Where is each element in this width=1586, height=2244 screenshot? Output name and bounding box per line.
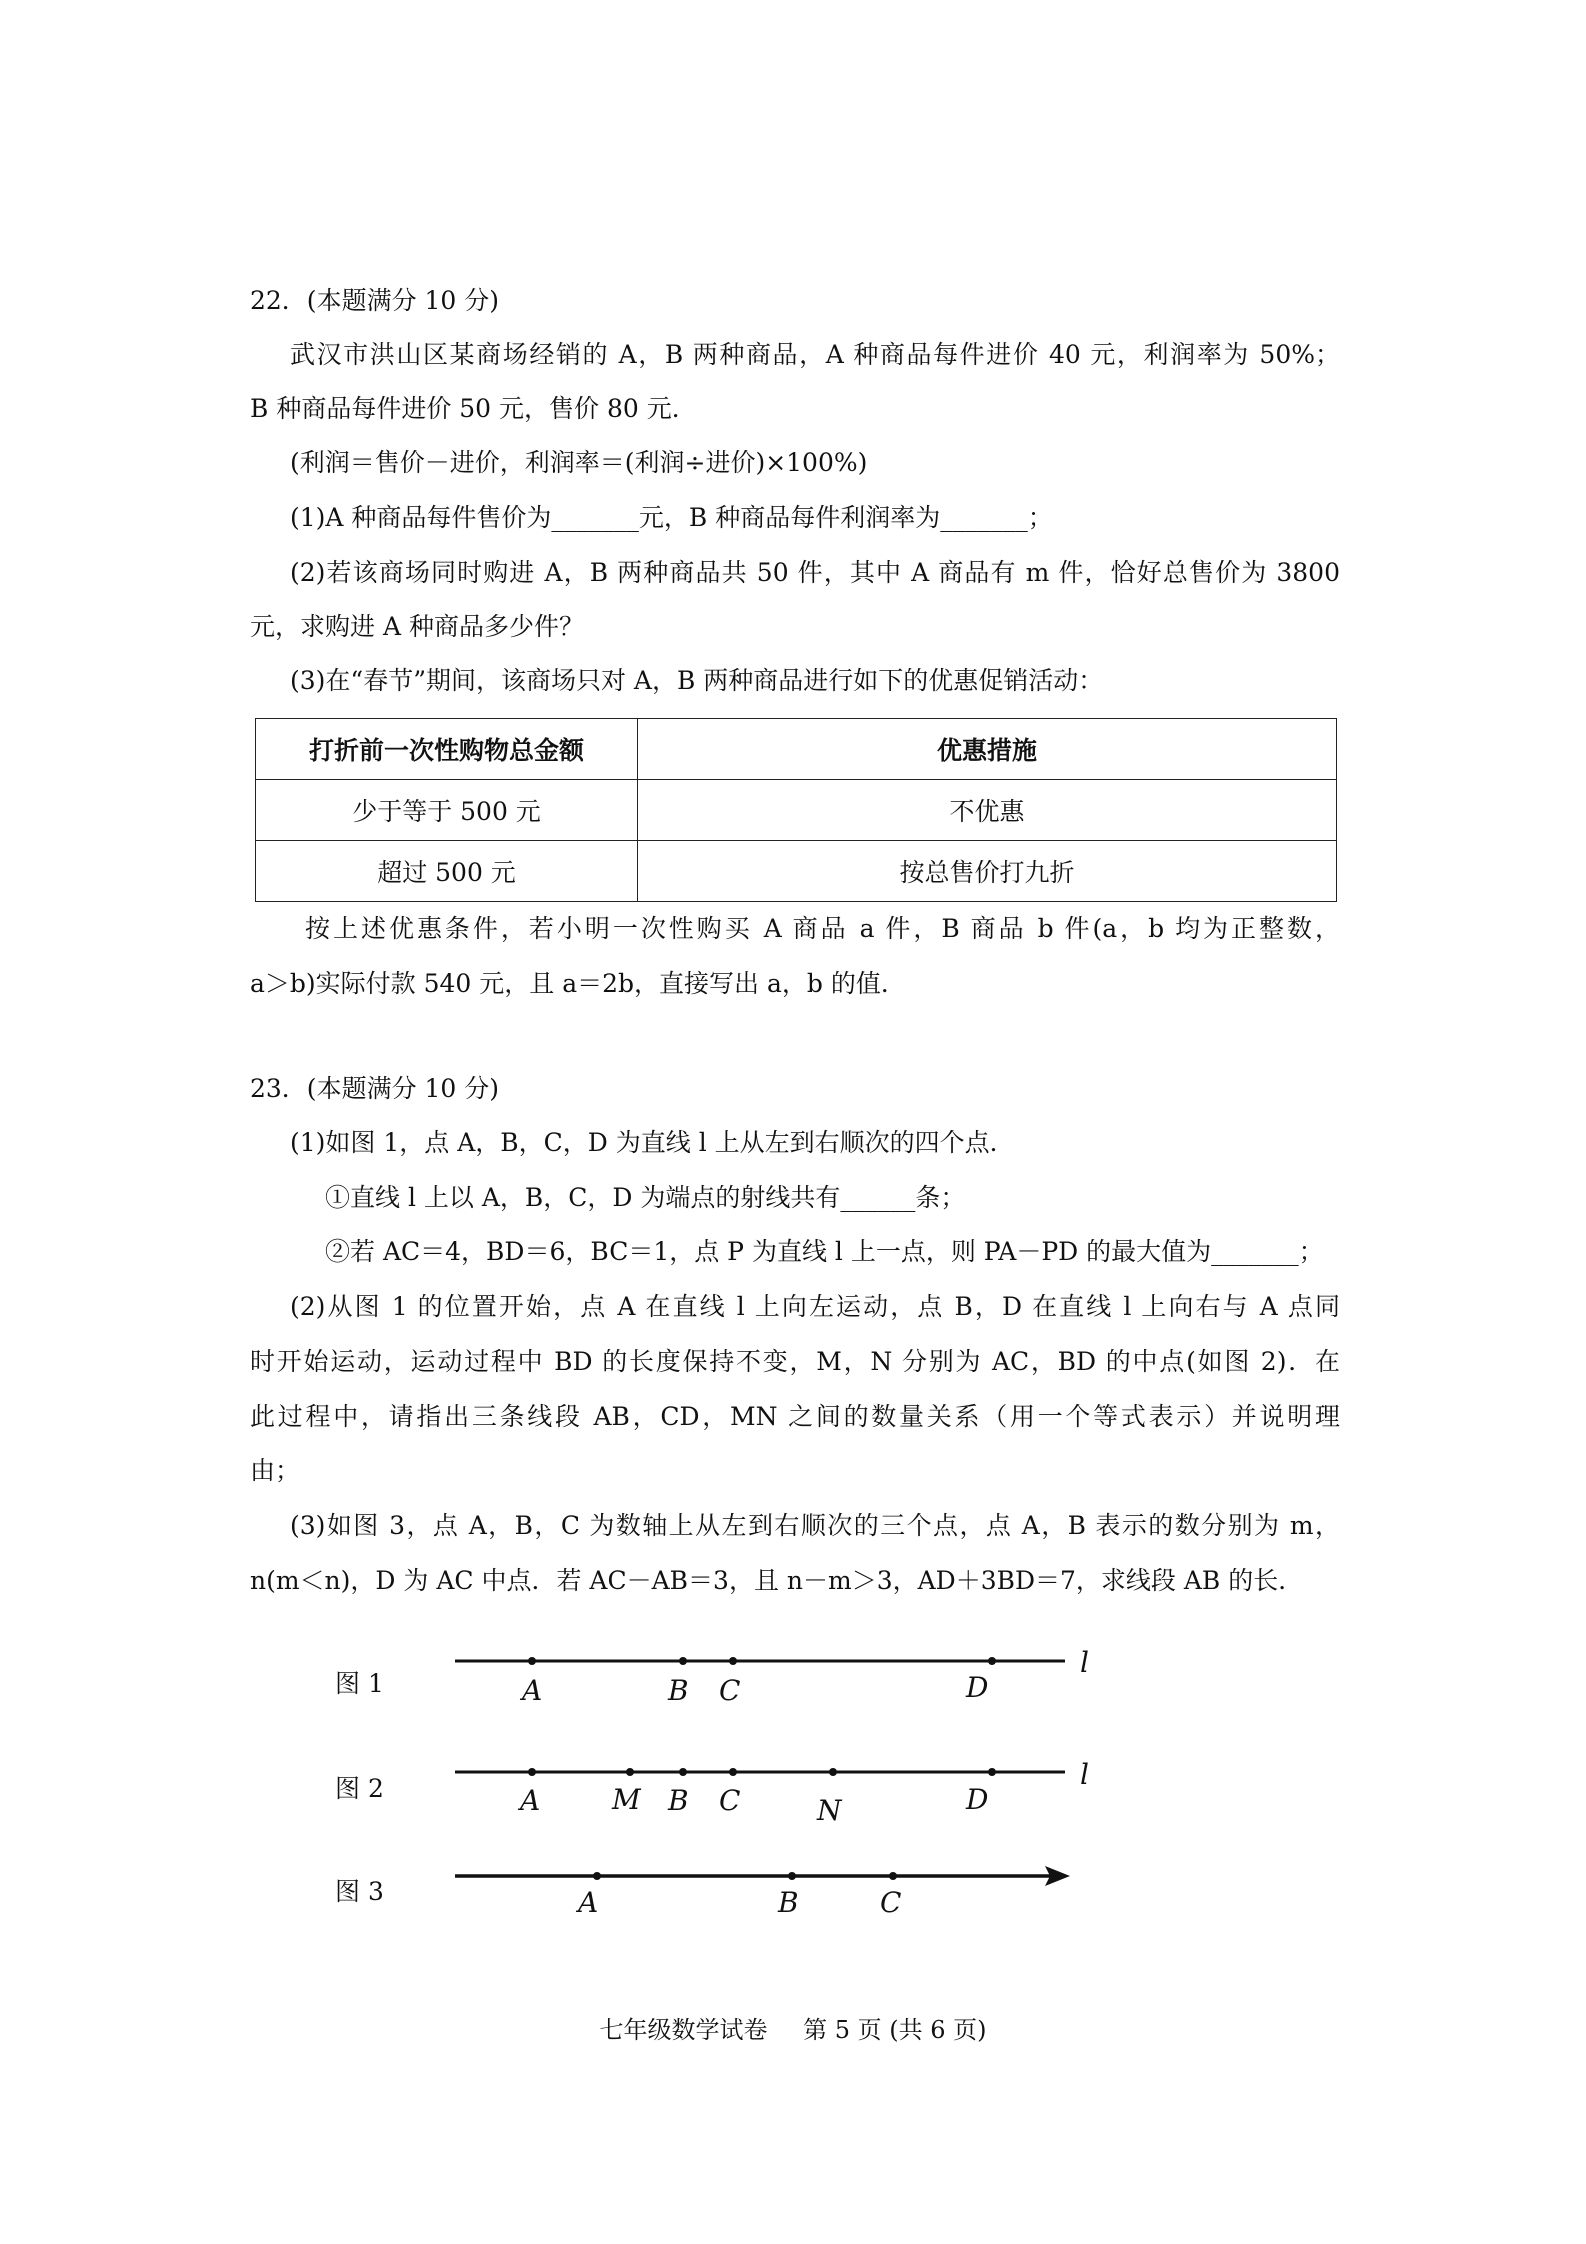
figure-3-point-c (889, 1872, 897, 1880)
figure-1-point-a (528, 1657, 536, 1665)
q23-part-2-line-3: 此过程中，请指出三条线段 AB，CD，MN 之间的数量关系（用一个等式表示）并说明理 (250, 1402, 1340, 1431)
q22-part-1: (1)A 种商品每件售价为_______元，B 种商品每件利润率为_______； (290, 503, 1053, 532)
figure-1-point-b (679, 1657, 687, 1665)
figure-3-label-b: B (778, 1886, 799, 1919)
figure-2-point-n (829, 1768, 837, 1776)
figure-1-line-label: l (1080, 1646, 1089, 1679)
q22-after-table-line-2: a＞b)实际付款 540 元，且 a＝2b，直接写出 a，b 的值． (250, 969, 906, 998)
q22-part-2-line-1: (2)若该商场同时购进 A，B 两种商品共 50 件，其中 A 商品有 m 件，恰好总售价为 3800 (290, 558, 1340, 587)
table-cell: 按总售价打九折 (638, 841, 1337, 902)
figure-1-label-c: C (719, 1674, 741, 1707)
figure-2-label-a: A (520, 1784, 541, 1817)
q23-sub-1: ①直线 l 上以 A，B，C，D 为端点的射线共有______条； (325, 1183, 966, 1212)
q22-after-table-line-1: 按上述优惠条件，若小明一次性购买 A 商品 a 件，B 商品 b 件(a，b 均为正整数， (305, 914, 1340, 943)
table-cell: 超过 500 元 (256, 841, 638, 902)
figure-2-label: 图 2 (335, 1774, 384, 1803)
figure-3-point-a (593, 1872, 601, 1880)
figure-3-label-c: C (880, 1886, 902, 1919)
figure-2-label-m: M (612, 1783, 641, 1816)
q22-paragraph-line-1: 武汉市洪山区某商场经销的 A，B 两种商品，A 种商品每件进价 40 元，利润率为 50%； (290, 340, 1340, 369)
table-header-cell: 打折前一次性购物总金额 (256, 719, 638, 780)
table-header-cell: 优惠措施 (638, 719, 1337, 780)
q22-part-2-line-2: 元，求购进 A 种商品多少件？ (250, 612, 584, 641)
q22-paragraph-line-2: B 种商品每件进价 50 元，售价 80 元． (250, 394, 697, 423)
q22-formula: (利润＝售价－进价，利润率＝(利润÷进价)×100%) (290, 448, 868, 477)
q23-part-2-line-2: 时开始运动，运动过程中 BD 的长度保持不变，M，N 分别为 AC，BD 的中点(如图 2)．在 (250, 1347, 1340, 1376)
figure-3-label-a: A (578, 1886, 599, 1919)
page-footer (0, 2010, 1586, 2045)
q23-part-3-line-2: n(m＜n)，D 为 AC 中点．若 AC－AB＝3，且 n－m＞3，AD＋3BD＝7，求线段 AB 的长． (250, 1566, 1304, 1595)
table-cell: 少于等于 500 元 (256, 780, 638, 841)
figure-2-point-d (988, 1768, 996, 1776)
figure-2-label-n: N (817, 1794, 842, 1827)
figure-2-label-c: C (719, 1784, 741, 1817)
figure-1-label: 图 1 (335, 1669, 384, 1698)
figure-1-label-a: A (522, 1674, 543, 1707)
figure-1-label-b: B (668, 1674, 689, 1707)
q23-part-2-line-4: 由； (250, 1456, 301, 1485)
q23-header: 23．(本题满分 10 分) (250, 1074, 500, 1103)
figure-2-point-a (528, 1768, 536, 1776)
figure-1-label-d: D (966, 1671, 989, 1704)
q22-part-3: (3)在“春节”期间，该商场只对 A，B 两种商品进行如下的优惠促销活动： (290, 666, 1104, 695)
figure-3-label: 图 3 (335, 1877, 384, 1906)
q22-header: 22．(本题满分 10 分) (250, 286, 500, 315)
q23-part-1: (1)如图 1，点 A，B，C，D 为直线 l 上从左到右顺次的四个点． (290, 1128, 1015, 1157)
q23-part-2-line-1: (2)从图 1 的位置开始，点 A 在直线 l 上向左运动，点 B，D 在直线 l 上向右与 A 点同 (290, 1292, 1340, 1321)
figure-2-line-label: l (1080, 1758, 1089, 1791)
figure-2 (455, 1758, 1089, 1827)
footer-subject: 七年级数学试卷 (599, 2016, 768, 2044)
figure-3 (455, 1866, 1070, 1919)
figure-2-point-c (729, 1768, 737, 1776)
figure-1 (455, 1646, 1089, 1707)
footer-page-number: 第 5 页 (共 6 页) (803, 2016, 987, 2044)
q23-sub-2: ②若 AC＝4，BD＝6，BC＝1，点 P 为直线 l 上一点，则 PA－PD 的最大值为_______； (325, 1237, 1324, 1266)
figure-1-point-c (729, 1657, 737, 1665)
figure-2-point-b (679, 1768, 687, 1776)
figure-2-label-d: D (966, 1783, 989, 1816)
figure-2-label-b: B (668, 1784, 689, 1817)
figure-1-point-d (988, 1657, 996, 1665)
table-cell: 不优惠 (638, 780, 1337, 841)
q23-part-3-line-1: (3)如图 3，点 A，B，C 为数轴上从左到右顺次的三个点，点 A，B 表示的数分别为 m， (290, 1511, 1340, 1540)
figure-2-point-m (626, 1768, 634, 1776)
figure-3-point-b (788, 1872, 796, 1880)
